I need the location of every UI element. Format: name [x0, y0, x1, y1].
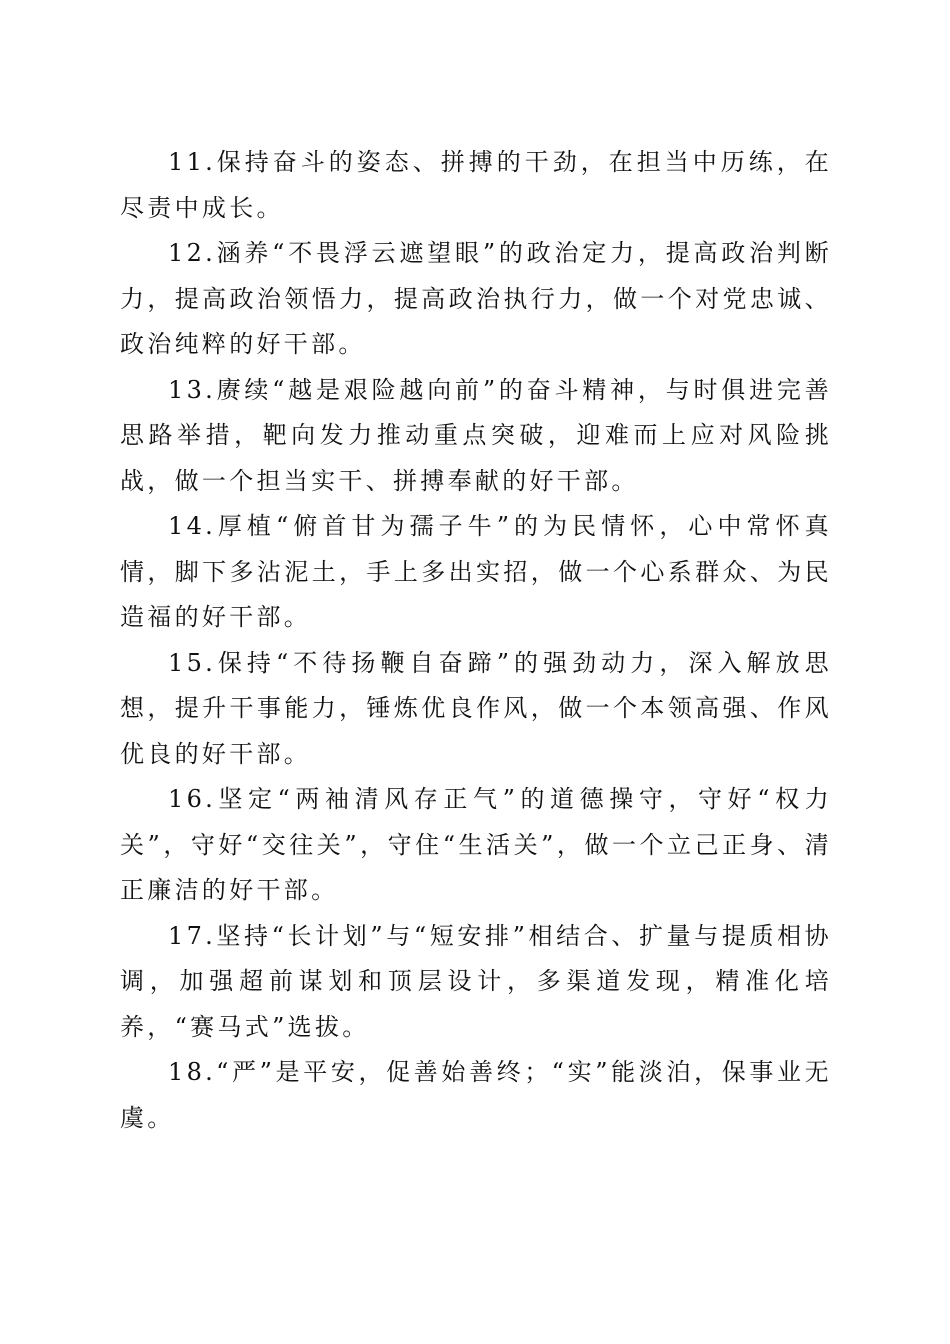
paragraph-17: 17.坚持“长计划”与“短安排”相结合、扩量与提质相协调，加强超前谋划和顶层设计，多渠道发现，精准化培养，“赛马式”选拔。	[120, 921, 832, 1041]
document-body	[120, 140, 832, 1141]
paragraph-11: 11.保持奋斗的姿态、拼搏的干劲，在担当中历练，在尽责中成长。	[120, 148, 832, 222]
paragraph-15: 15.保持“不待扬鞭自奋蹄”的强劲动力，深入解放思想，提升干事能力，锤炼优良作风，做一个本领高强、作风优良的好干部。	[120, 648, 832, 768]
paragraph-16: 16.坚定“两袖清风存正气”的道德操守，守好“权力关”，守好“交往关”，守住“生活关”，做一个立己正身、清正廉洁的好干部。	[120, 785, 832, 904]
paragraph-12: 12.涵养“不畏浮云遮望眼”的政治定力，提高政治判断力，提高政治领悟力，提高政治执行力，做一个对党忠诚、政治纯粹的好干部。	[120, 239, 832, 358]
paragraph-18: 18.“严”是平安，促善始善终；“实”能淡泊，保事业无虞。	[120, 1058, 832, 1132]
paragraph-14: 14.厚植“俯首甘为孺子牛”的为民情怀，心中常怀真情，脚下多沾泥土，手上多出实招，做一个心系群众、为民造福的好干部。	[120, 512, 832, 631]
paragraph-13: 13.赓续“越是艰险越向前”的奋斗精神，与时俱进完善思路举措，靶向发力推动重点突破，迎难而上应对风险挑战，做一个担当实干、拼搏奉献的好干部。	[120, 375, 832, 495]
